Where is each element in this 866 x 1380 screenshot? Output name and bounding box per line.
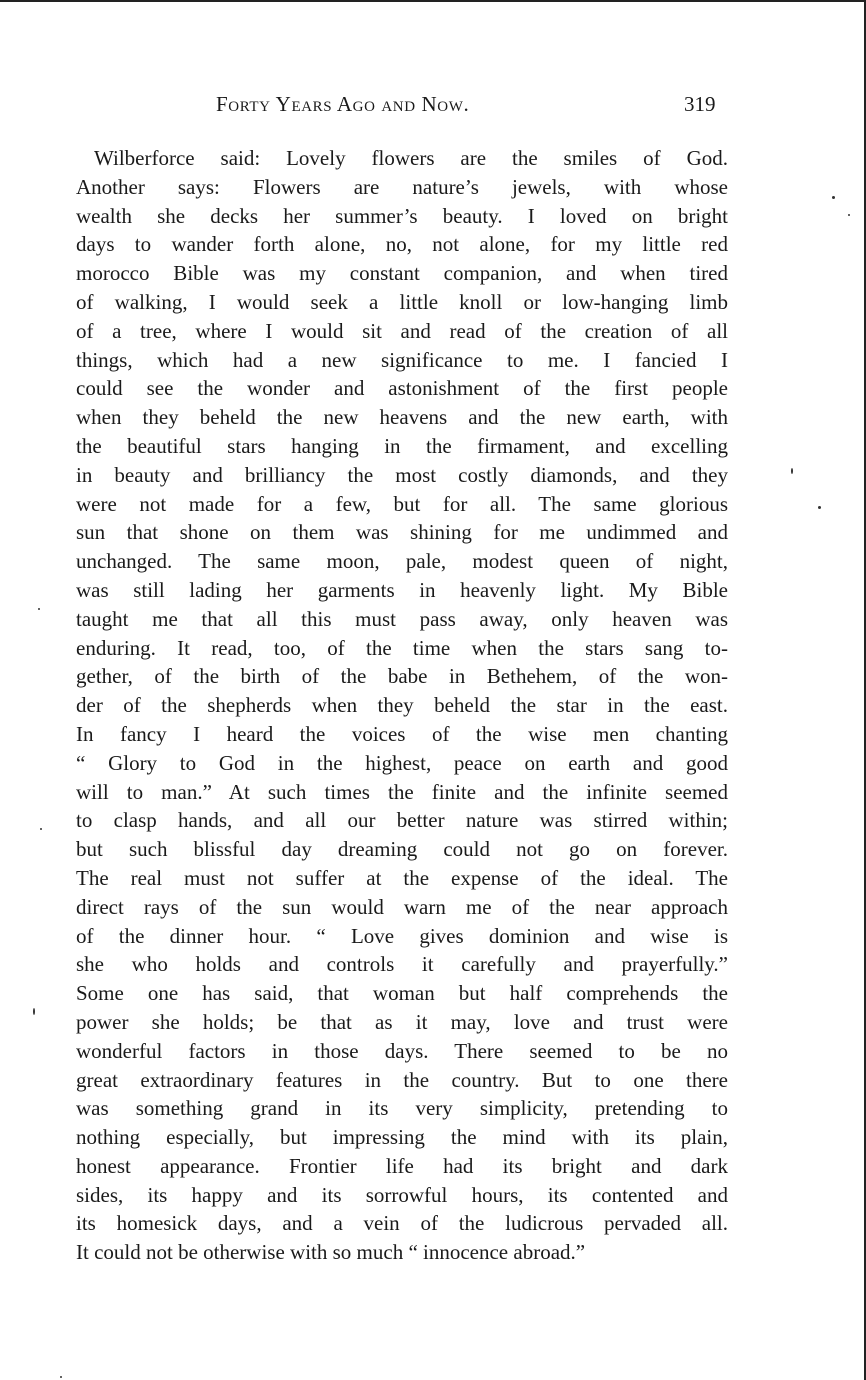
text-line: the beautiful stars hanging in the firmament, and excelling (76, 433, 728, 458)
text-line: days to wander forth alone, no, not alone, for my little red (76, 232, 728, 257)
text-line: enduring. It read, too, of the time when the stars sang to- (76, 635, 728, 660)
text-line: was something grand in its very simplicity, pretending to (76, 1096, 728, 1121)
text-line: der of the shepherds when they beheld the star in the east. (76, 693, 728, 718)
text-line: “ Glory to God in the highest, peace on earth and good (76, 750, 728, 775)
text-line: direct rays of the sun would warn me of the near approach (76, 894, 728, 919)
scan-edge-top (0, 0, 866, 2)
text-line: wealth she decks her summer’s beauty. I loved on bright (76, 203, 728, 228)
scan-speck (33, 1008, 35, 1015)
scan-speck (40, 828, 42, 830)
text-line: unchanged. The same moon, pale, modest queen of night, (76, 549, 728, 574)
text-line: but such blissful day dreaming could not go on forever. (76, 837, 728, 862)
text-line: The real must not suffer at the expense of the ideal. The (76, 865, 728, 890)
text-line: In fancy I heard the voices of the wise men chanting (76, 721, 728, 746)
text-line: when they beheld the new heavens and the new earth, with (76, 405, 728, 430)
text-line: morocco Bible was my constant companion, and when tired (76, 261, 728, 286)
scan-speck (848, 214, 850, 216)
scan-speck (38, 608, 40, 610)
text-line: of a tree, where I would sit and read of the creation of all (76, 318, 728, 343)
text-line: sides, its happy and its sorrowful hours, its contented and (76, 1182, 728, 1207)
text-line: sun that shone on them was shining for me undimmed and (76, 520, 728, 545)
text-line: of walking, I would seek a little knoll or low-hanging limb (76, 289, 728, 314)
text-line: Another says: Flowers are nature’s jewels, with whose (76, 174, 728, 199)
text-line: Some one has said, that woman but half comprehends the (76, 981, 728, 1006)
text-line: honest appearance. Frontier life had its bright and dark (76, 1153, 728, 1178)
text-line: nothing especially, but impressing the mind with its plain, (76, 1125, 728, 1150)
running-head (0, 92, 866, 122)
text-line: will to man.” At such times the finite and the infinite seemed (76, 779, 728, 804)
text-line: gether, of the birth of the babe in Bethehem, of the won- (76, 664, 728, 689)
scan-speck (60, 1376, 62, 1378)
text-line: its homesick days, and a vein of the ludicrous pervaded all. (76, 1211, 728, 1236)
scan-speck (818, 506, 821, 509)
text-line: was still lading her garments in heavenly light. My Bible (76, 577, 728, 602)
text-line: taught me that all this must pass away, only heaven was (76, 606, 728, 631)
text-line: were not made for a few, but for all. The same glorious (76, 491, 728, 516)
scan-speck (832, 196, 835, 199)
text-line: wonderful factors in those days. There seemed to be no (76, 1038, 728, 1063)
running-title: Forty Years Ago and Now. (216, 92, 470, 116)
scan-speck (791, 468, 793, 474)
text-line: to clasp hands, and all our better nature was stirred within; (76, 808, 728, 833)
page-number: 319 (684, 92, 716, 116)
text-line: power she holds; be that as it may, love and trust were (76, 1009, 728, 1034)
text-line: she who holds and controls it carefully and prayerfully.” (76, 952, 728, 977)
text-line: great extraordinary features in the country. But to one there (76, 1067, 728, 1092)
text-line: of the dinner hour. “ Love gives dominion and wise is (76, 923, 728, 948)
text-line: It could not be otherwise with so much “ innocence abroad.” (76, 1240, 586, 1265)
text-line: Wilberforce said: Lovely flowers are the smiles of God. (94, 146, 728, 170)
text-line: in beauty and brilliancy the most costly diamonds, and they (76, 462, 728, 487)
text-line: could see the wonder and astonishment of the first people (76, 376, 728, 401)
text-line: things, which had a new significance to me. I fancied I (76, 347, 728, 372)
body-paragraph (76, 144, 728, 1267)
